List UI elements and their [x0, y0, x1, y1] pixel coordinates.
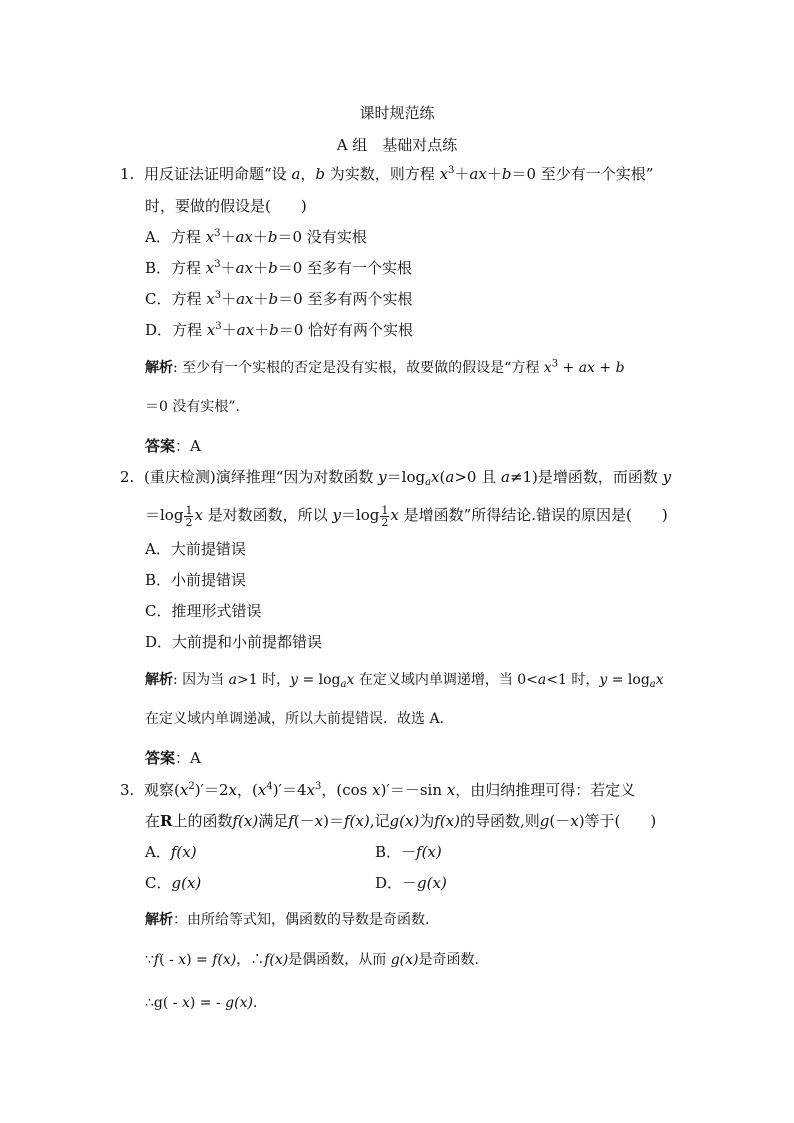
- q2-option-d: D．大前提和小前提都错误: [145, 633, 323, 651]
- q1-stem-line1: 1. 用反证法证明命题“设 a，b 为实数，则方程 $x^3+ax+b=0$ 至少有一个实根”: [120, 165, 654, 183]
- q3-option-d: D．－g(x): [375, 874, 447, 892]
- q1-answer: 答案：A: [145, 437, 201, 455]
- fraction-one-half: $\frac{1}{2}$: [185, 503, 193, 529]
- q1-explanation-line1: 解析: 至少有一个实根的否定是没有实根，故要做的假设是“方程 $x^3$ + ax + b: [145, 358, 625, 376]
- q2-option-c: C．推理形式错误: [145, 602, 262, 620]
- q3-stem-line2: 在R上的函数f(x)满足f(－x)＝f(x),记g(x)为f(x)的导函数,则g(－x)等于( ): [145, 812, 657, 830]
- q3-option-c: C．g(x): [145, 874, 202, 892]
- q2-stem-line1: 2. (重庆检测)演绎推理“因为对数函数 $y=\log_ax(a>0$ 且 a≠1)是增函数，而函数 y: [120, 468, 672, 488]
- q2-option-a: A．大前提错误: [145, 540, 246, 558]
- q1-option-d: D．方程 $x^3+ax+b=0$ 恰好有两个实根: [145, 321, 413, 339]
- q3-stem-line1: 3. 观察$(x^2)'=2x$，$(x^4)'=4x^3$，(cos x)′＝－sin x，由归纳推理可得：若定义: [120, 781, 636, 799]
- q3-explanation-line3: ∴g( - x) = - g(x)．: [145, 995, 267, 1011]
- q2-option-b: B．小前提错误: [145, 571, 247, 589]
- q3-option-b: B．－f(x): [375, 843, 442, 861]
- q3-explanation-line2: ∵f( - x) = f(x)，∴f(x)是偶函数，从而 g(x)是奇函数．: [145, 952, 489, 968]
- fraction-one-half: $\frac{1}{2}$: [381, 503, 389, 529]
- q1-option-a: A．方程 $x^3+ax+b=0$ 没有实根: [145, 228, 367, 246]
- q2-stem-line2: ＝log $\frac{1}{2}$ x 是对数函数，所以 y＝log $\frac{1}{2}$ x 是增函数”所得结论.错误的原因是( ): [145, 503, 668, 529]
- page-title: 课时规范练: [359, 104, 435, 122]
- q3-option-a: A．f(x): [145, 843, 197, 861]
- q1-explanation-line2: ＝0 没有实根”.: [145, 399, 240, 415]
- q2-answer: 答案：A: [145, 749, 201, 767]
- q2-explanation-line2: 在定义域内单调递减，所以大前提错误．故选 A.: [145, 711, 445, 727]
- q1-option-c: C．方程 $x^3+ax+b=0$ 至多有两个实根: [145, 290, 413, 308]
- q3-explanation-line1: 解析：由所给等式知，偶函数的导数是奇函数．: [145, 912, 439, 928]
- q1-stem-line2: 时，要做的假设是( ): [145, 197, 307, 215]
- q1-option-b: B．方程 $x^3+ax+b=0$ 至多有一个实根: [145, 259, 412, 277]
- section-subtitle: A 组 基础对点练: [336, 136, 458, 154]
- q2-explanation-line1: 解析: 因为当 a>1 时，$y = \log_ax$ 在定义域内单调递增，当 0<a<1 时，$y = \log_ax$: [145, 672, 664, 690]
